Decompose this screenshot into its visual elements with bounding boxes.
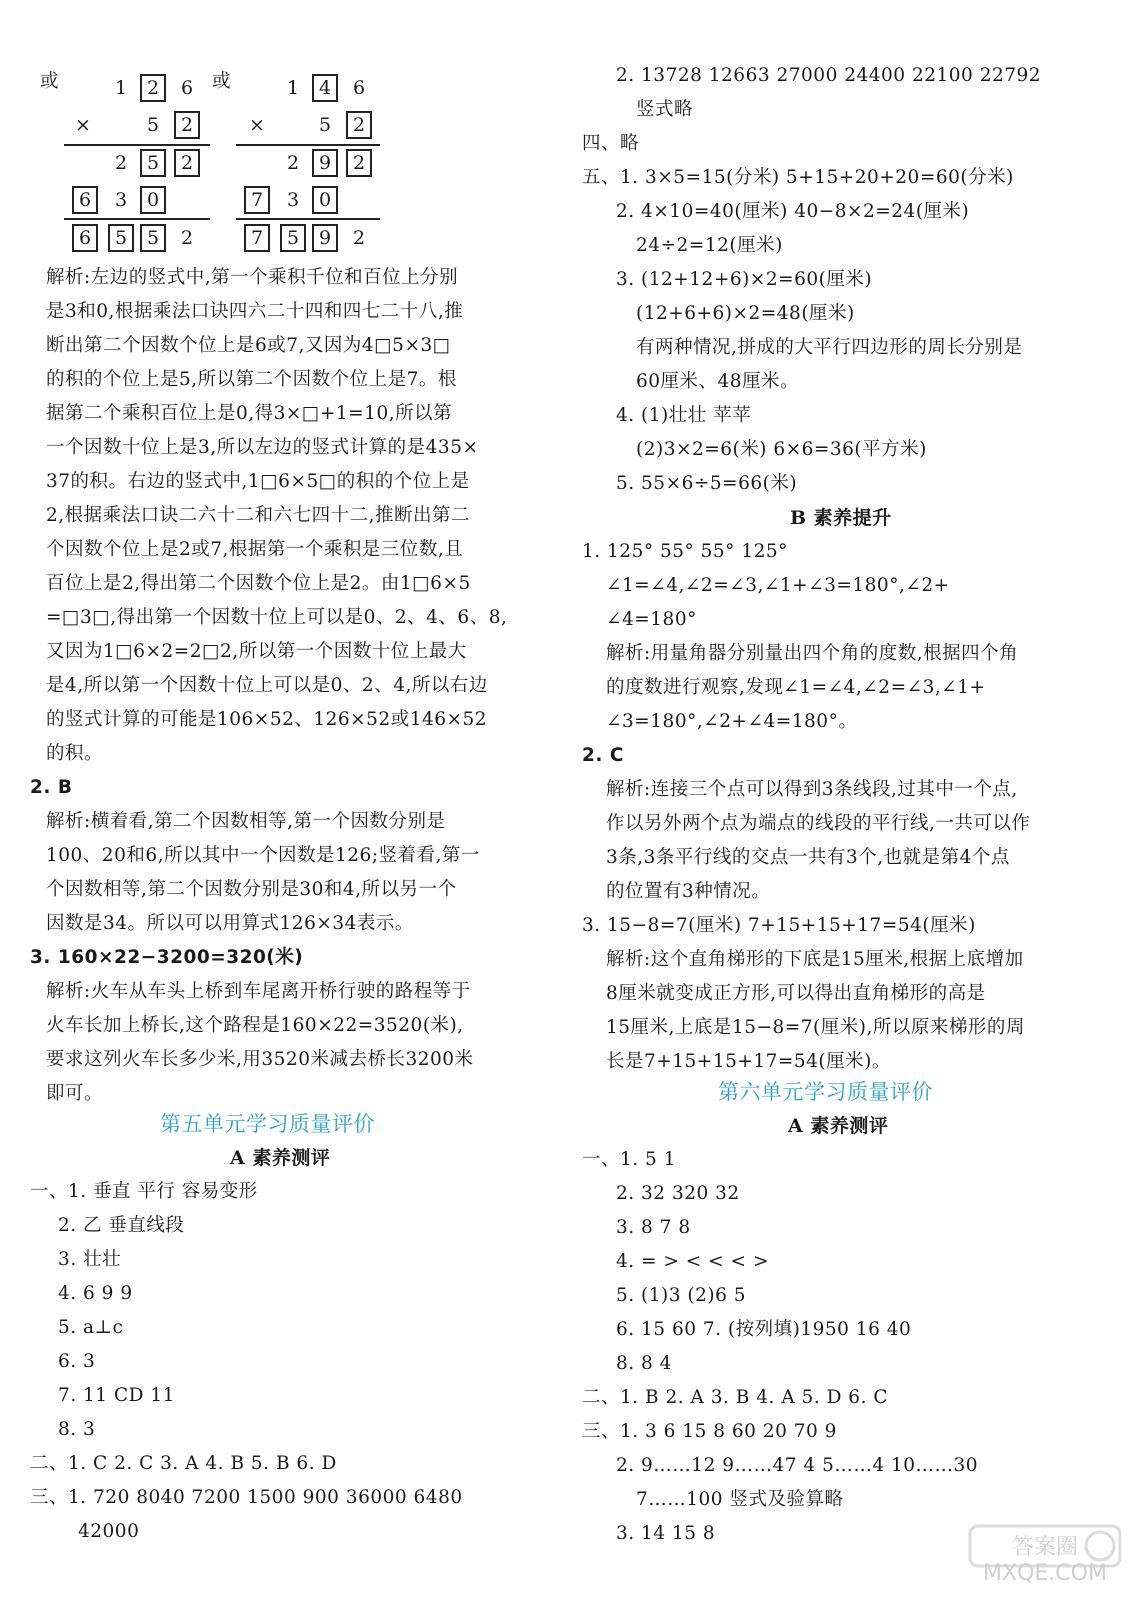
analysis-text: 据第二个乘积百位上是0,得3×□+1=10,所以第 [46, 403, 453, 424]
analysis-text: 的积的个位上是5,所以第二个因数个位上是7。根 [46, 369, 457, 390]
rule-line [64, 218, 210, 220]
analysis-text: 长是7+15+15+17=54(厘米)。 [606, 1051, 891, 1072]
answer-item: 3. 160×22−3200=320(米) [30, 947, 304, 968]
rule-line [236, 218, 380, 220]
digit-box: 7 [244, 186, 270, 214]
answer-item: 2. C [582, 745, 624, 766]
analysis-text: 又因为1□6×2=2□2,所以第一个因数十位上最大 [46, 641, 467, 662]
answer-item: 7……100 竖式及验算略 [636, 1489, 844, 1510]
answer-item: 二、1. C 2. C 3. A 4. B 5. B 6. D [30, 1453, 337, 1474]
digit-box: 2 [346, 111, 372, 139]
answer-item: 三、1. 720 8040 7200 1500 900 36000 6480 [30, 1487, 463, 1508]
digit-box: 2 [174, 111, 200, 139]
digit: 1 [114, 77, 128, 99]
answer-item: 2. 乙 垂直线段 [58, 1215, 185, 1236]
analysis-text: 断出第二个因数个位上是6或7,又因为4□5×3□ [46, 335, 451, 356]
answer-item: 8. 8 4 [616, 1353, 672, 1374]
analysis-text: 的积。 [46, 743, 104, 764]
digit-box: 5 [280, 224, 306, 252]
analysis-text: 3条,3条平行线的交点一共有3个,也就是第4个点 [606, 847, 1010, 868]
analysis-text: 作以另外两个点为端点的线段的平行线,一共可以作 [606, 813, 1031, 834]
digit-box: 6 [72, 186, 98, 214]
digit: 6 [180, 77, 194, 99]
analysis-text: =□3□,得出第一个因数十位上可以是0、2、4、6、8, [46, 607, 508, 628]
analysis-text: 37的积。右边的竖式中,1□6×5□的积的个位上是 [46, 471, 470, 492]
answer-item: 三、1. 3 6 15 8 60 20 70 9 [582, 1421, 837, 1442]
digit-box: 5 [140, 224, 166, 252]
analysis-text: 的度数进行观察,发现∠1=∠4,∠2=∠3,∠1+ [606, 677, 986, 698]
answer-item: 5. (1)3 (2)6 5 [616, 1285, 747, 1306]
or-label: 或 [40, 71, 60, 92]
answer-item: 5. a⊥c [58, 1317, 124, 1338]
analysis-text: 解析:用量角器分别量出四个角的度数,根据四个角 [606, 643, 1019, 664]
answer-item: 2. 4×10=40(厘米) 40−8×2=24(厘米) [616, 201, 970, 222]
analysis-text: 一个因数十位上是3,所以左边的竖式计算的是435× [46, 437, 479, 458]
analysis-text: 15厘米,上底是15−8=7(厘米),所以原来梯形的周 [606, 1017, 1025, 1038]
digit: 2 [180, 227, 194, 249]
analysis-text: 的竖式计算的可能是106×52、126×52或146×52 [46, 709, 488, 730]
answer-item: 四、略 [582, 133, 640, 154]
answer-item: 4. 6 9 9 [58, 1283, 133, 1304]
digit-box: 2 [346, 149, 372, 177]
digit: 2 [286, 152, 300, 174]
digit-box: 7 [244, 224, 270, 252]
answer-item: 42000 [78, 1521, 140, 1542]
answer-item: 有两种情况,拼成的大平行四边形的周长分别是 [636, 337, 1023, 358]
analysis-text: 是3和0,根据乘法口诀四六二十四和四七二十八,推 [46, 301, 464, 322]
answer-item: 5. 55×6÷5=66(米) [616, 473, 798, 494]
answer-item: 2. 32 320 32 [616, 1183, 740, 1204]
answer-item: 6. 3 [58, 1351, 96, 1372]
digit: 5 [146, 114, 160, 136]
answer-item: 2. 9……12 9……47 4 5……4 10……30 [616, 1455, 979, 1476]
digit-box: 0 [312, 186, 338, 214]
digit-box: 2 [174, 149, 200, 177]
analysis-text: 8厘米就变成正方形,可以得出直角梯形的高是 [606, 983, 986, 1004]
subsection-title: A 素养测评 [788, 1115, 889, 1137]
digit: 6 [352, 77, 366, 99]
rule-line [64, 144, 210, 146]
answer-item: 3. 壮壮 [58, 1249, 122, 1270]
answer-item: ∠4=180° [606, 609, 697, 630]
answer-item: 3. 14 15 8 [616, 1523, 716, 1544]
digit: 5 [318, 114, 332, 136]
section-title: 第五单元学习质量评价 [160, 1112, 375, 1136]
answer-item: (12+6+6)×2=48(厘米) [636, 303, 855, 324]
analysis-text: 解析:左边的竖式中,第一个乘积千位和百位上分别 [46, 267, 459, 288]
answer-item: 一、1. 5 1 [582, 1149, 676, 1170]
analysis-text: 个因数个位上是2或7,根据第一个乘积是三位数,且 [46, 539, 464, 560]
answer-item: 3. 15−8=7(厘米) 7+15+15+17=54(厘米) [582, 915, 976, 936]
answer-item: 7. 11 CD 11 [58, 1385, 175, 1406]
analysis-text: 解析:这个直角梯形的下底是15厘米,根据上底增加 [606, 949, 1024, 970]
digit-box: 2 [140, 74, 166, 102]
watermark-logo [960, 1522, 1130, 1592]
answer-item: 4. (1)壮壮 苹苹 [616, 405, 752, 426]
analysis-text: 个因数相等,第二个因数分别是30和4,所以另一个 [46, 879, 457, 900]
answer-item: 二、1. B 2. A 3. B 4. A 5. D 6. C [582, 1387, 888, 1408]
digit: 2 [352, 227, 366, 249]
answer-item: 3. (12+12+6)×2=60(厘米) [616, 269, 873, 290]
digit-box: 5 [140, 149, 166, 177]
answer-item: 一、1. 垂直 平行 容易变形 [30, 1181, 258, 1202]
digit-box: 9 [312, 149, 338, 177]
answer-item: 4. = > < < < > [616, 1251, 769, 1272]
answer-item: 3. 8 7 8 [616, 1217, 691, 1238]
analysis-text: 100、20和6,所以其中一个因数是126;竖着看,第一 [46, 845, 480, 866]
analysis-text: 是4,所以第一个因数十位上可以是0、2、4,所以右边 [46, 675, 488, 696]
answer-item: 8. 3 [58, 1419, 96, 1440]
analysis-text: 解析:横着看,第二个因数相等,第一个因数分别是 [46, 811, 446, 832]
digit: 3 [114, 189, 128, 211]
answer-item: 24÷2=12(厘米) [636, 235, 783, 256]
analysis-text: ∠3=180°,∠2+∠4=180°。 [606, 711, 858, 732]
analysis-text: 2,根据乘法口诀二六十二和六七四十二,推断出第二 [46, 505, 471, 526]
analysis-text: 解析:连接三个点可以得到3条线段,过其中一个点, [606, 779, 1018, 800]
analysis-text: 因数是34。所以可以用算式126×34表示。 [46, 913, 414, 934]
analysis-text: 即可。 [46, 1083, 104, 1104]
answer-item: ∠1=∠4,∠2=∠3,∠1+∠3=180°,∠2+ [606, 575, 950, 596]
answer-item: 2. B [30, 777, 73, 798]
rule-line [236, 144, 380, 146]
digit-box: 6 [72, 224, 98, 252]
watermark-text: 答案圈 MXQE.COM [983, 1535, 1107, 1586]
digit-box: 9 [312, 224, 338, 252]
answer-item: 五、1. 3×5=15(分米) 5+15+20+20=60(分米) [582, 167, 1014, 188]
answer-item: (2)3×2=6(米) 6×6=36(平方米) [636, 439, 927, 460]
subsection-title: B 素养提升 [790, 507, 892, 529]
digit-box: 0 [140, 186, 166, 214]
section-title: 第六单元学习质量评价 [718, 1080, 933, 1104]
subsection-title: A 素养测评 [230, 1147, 331, 1169]
digit-box: 5 [108, 224, 134, 252]
answer-item: 竖式略 [636, 99, 694, 120]
digit: 3 [286, 189, 300, 211]
answer-item: 6. 15 60 7. (按列填)1950 16 40 [616, 1319, 912, 1340]
digit: 1 [286, 77, 300, 99]
analysis-text: 要求这列火车长多少米,用3520米减去桥长3200米 [46, 1049, 474, 1070]
or-label: 或 [212, 71, 232, 92]
analysis-text: 百位上是2,得出第二个因数个位上是2。由1□6×5 [46, 573, 471, 594]
digit: 2 [114, 152, 128, 174]
analysis-text: 火车长加上桥长,这个路程是160×22=3520(米), [46, 1015, 464, 1036]
digit-box: 4 [312, 74, 338, 102]
answer-item: 1. 125° 55° 55° 125° [582, 541, 788, 562]
times-sign: × [75, 114, 91, 136]
times-sign: × [249, 114, 265, 136]
analysis-text: 的位置有3种情况。 [606, 881, 771, 902]
analysis-text: 解析:火车从车头上桥到车尾离开桥行驶的路程等于 [46, 981, 471, 1002]
answer-item: 60厘米、48厘米。 [636, 371, 800, 392]
answer-item: 2. 13728 12663 27000 24400 22100 22792 [616, 65, 1042, 86]
